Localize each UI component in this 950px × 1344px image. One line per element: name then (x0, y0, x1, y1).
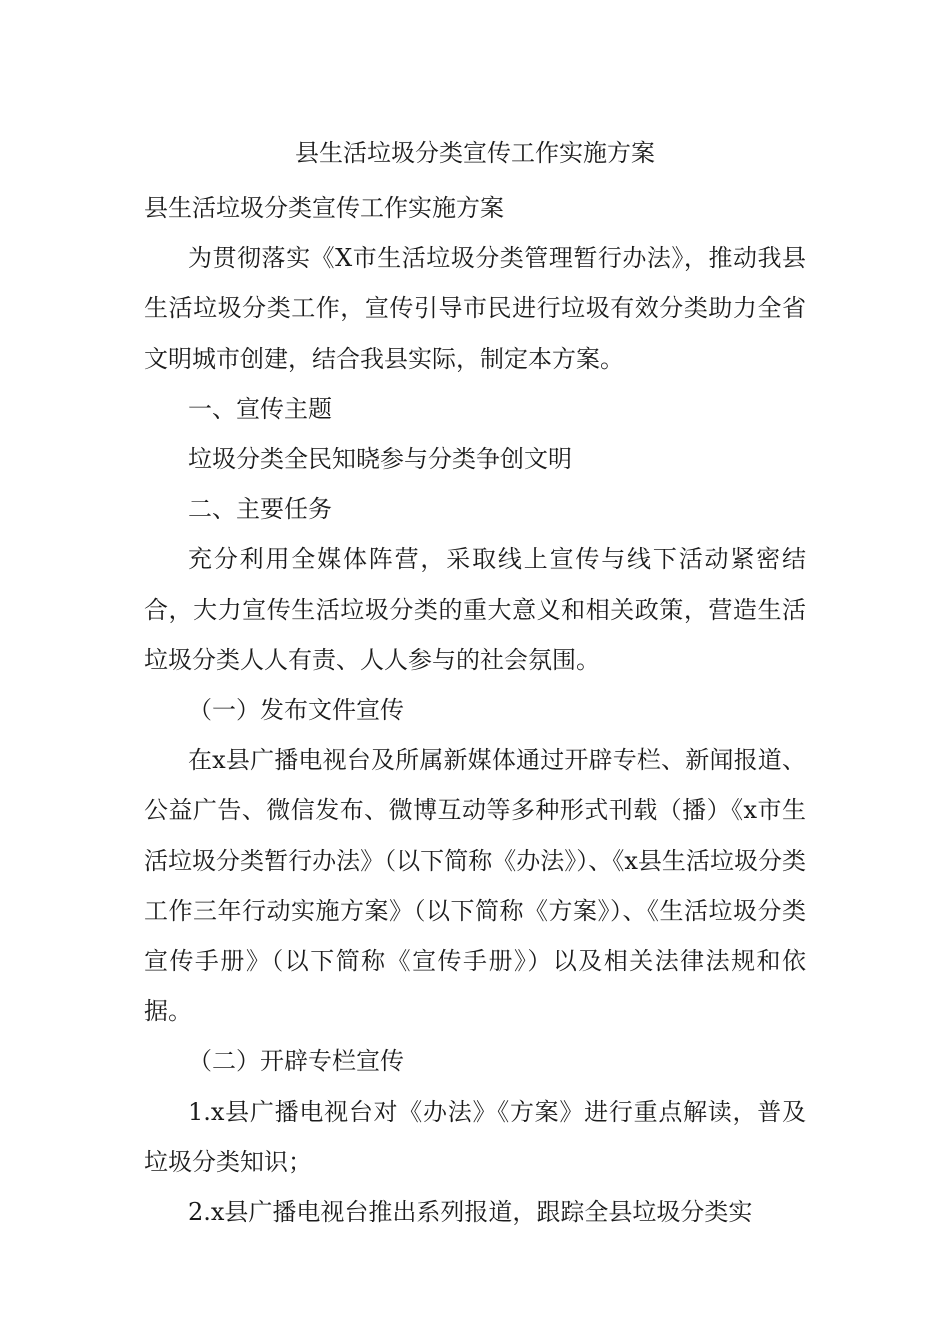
list-item-1: 1.x县广播电视台对《办法》《方案》进行重点解读，普及垃圾分类知识； (144, 1097, 806, 1176)
tasks-paragraph: 充分利用全媒体阵营，采取线上宣传与线下活动紧密结合，大力宣传生活垃圾分类的重大意义和相关政策，营造生活垃圾分类人人有责、人人参与的社会氛围。 (144, 545, 806, 674)
files-paragraph: 在x县广播电视台及所属新媒体通过开辟专栏、新闻报道、公益广告、微信发布、微博互动等多种形式刊载（播）《x市生活垃圾分类暂行办法》（以下简称《办法》）、《x县生活垃圾分类工作三年行动实施方案》（以下简称《方案》）、《生活垃圾分类宣传手册》（以下简称《宣传手册》）以及相关法律法规和依据。 (144, 746, 806, 1026)
theme-text: 垃圾分类全民知晓参与分类争创文明 (188, 445, 572, 474)
list-item-2: 2.x县广播电视台推出系列报道，跟踪全县垃圾分类实 (188, 1198, 753, 1227)
section-heading-theme: 一、宣传主题 (188, 394, 332, 423)
subsection-heading-files: （一）发布文件宣传 (188, 696, 404, 725)
section-heading-tasks: 二、主要任务 (188, 495, 332, 524)
document-body (144, 183, 806, 1237)
subtitle-line: 县生活垃圾分类宣传工作实施方案 (144, 194, 504, 222)
document-title: 县生活垃圾分类宣传工作实施方案 (295, 139, 655, 167)
intro-paragraph: 为贯彻落实《X市生活垃圾分类管理暂行办法》，推动我县生活垃圾分类工作，宣传引导市民进行垃圾有效分类助力全省文明城市创建，结合我县实际，制定本方案。 (144, 244, 806, 373)
subsection-heading-columns: （二）开辟专栏宣传 (188, 1047, 404, 1076)
